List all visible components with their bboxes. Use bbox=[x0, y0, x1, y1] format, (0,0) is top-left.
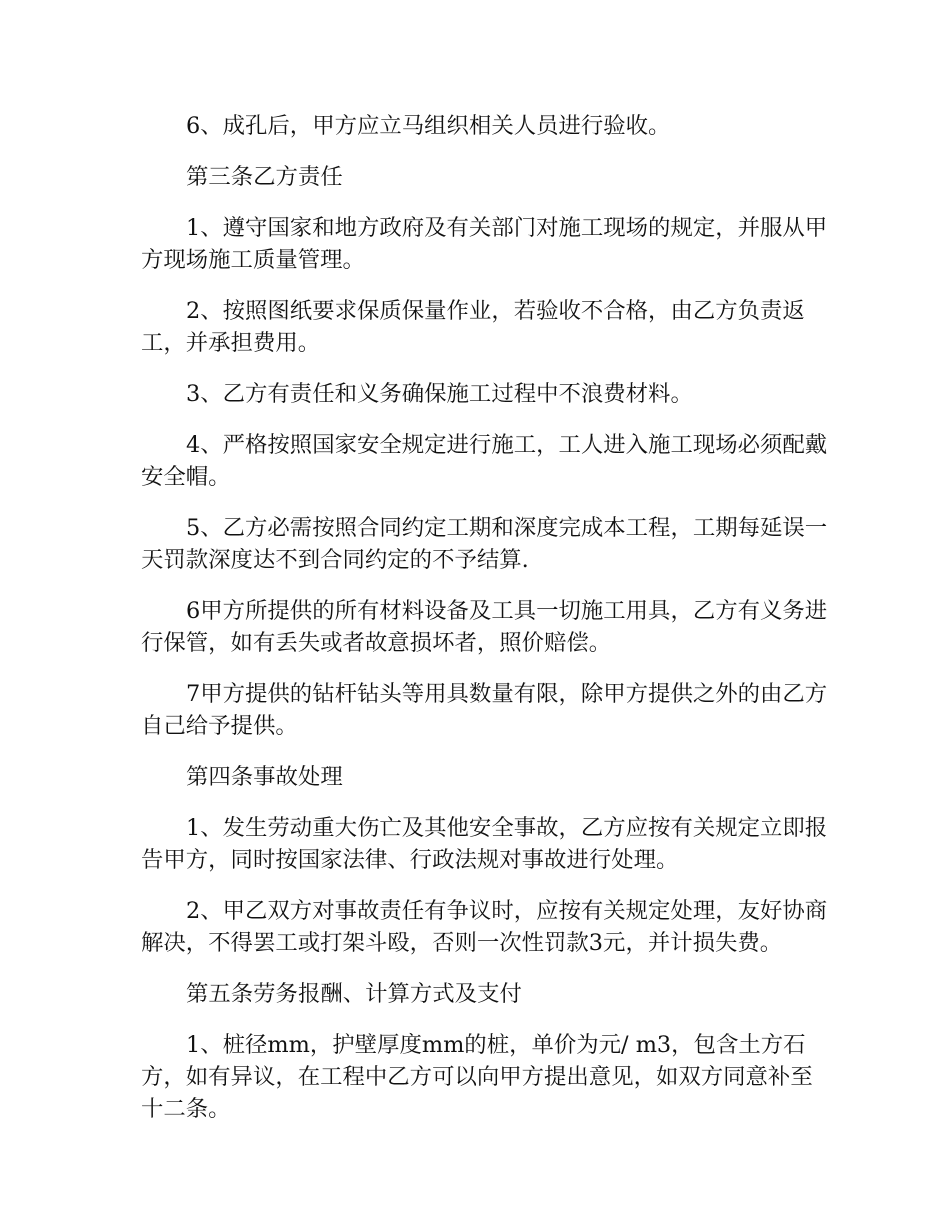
clause-paragraph: 2、按照图纸要求保质保量作业，若验收不合格，由乙方负责返工，并承担费用。 bbox=[141, 298, 805, 356]
section-heading: 第三条乙方责任 bbox=[186, 164, 343, 190]
clause-paragraph: 3、乙方有责任和义务确保施工过程中不浪费材料。 bbox=[186, 381, 693, 407]
clause-paragraph: 6、成孔后，甲方应立马组织相关人员进行验收。 bbox=[186, 113, 671, 139]
clause-paragraph: 1、发生劳动重大伤亡及其他安全事故，乙方应按有关规定立即报告甲方，同时按国家法律、行政法规对事故进行处理。 bbox=[141, 815, 828, 873]
clause-paragraph: 2、甲乙双方对事故责任有争议时，应按有关规定处理，友好协商解决，不得罢工或打架斗殴，否则一次性罚款3元，并计损失费。 bbox=[141, 898, 828, 956]
clause-paragraph: 5、乙方必需按照合同约定工期和深度完成本工程，工期每延误一天罚款深度达不到合同约定的不予结算. bbox=[141, 515, 828, 573]
clause-paragraph: 7甲方提供的钻杆钻头等用具数量有限，除甲方提供之外的由乙方自己给予提供。 bbox=[141, 681, 828, 739]
clause-paragraph: 4、严格按照国家安全规定进行施工，工人进入施工现场必须配戴安全帽。 bbox=[141, 432, 828, 490]
clause-paragraph: 6甲方所提供的所有材料设备及工具一切施工用具，乙方有义务进行保管，如有丢失或者故意损坏者，照价赔偿。 bbox=[141, 598, 828, 656]
document-page bbox=[141, 110, 831, 1144]
section-heading: 第五条劳务报酬、计算方式及支付 bbox=[186, 981, 522, 1007]
clause-paragraph: 1、桩径mm，护壁厚度mm的桩，单价为元/ m3，包含土方石方，如有异议，在工程中乙方可以向甲方提出意见，如双方同意补至十二条。 bbox=[141, 1032, 813, 1122]
clause-paragraph: 1、遵守国家和地方政府及有关部门对施工现场的规定，并服从甲方现场施工质量管理。 bbox=[141, 215, 828, 273]
section-heading: 第四条事故处理 bbox=[186, 764, 343, 790]
